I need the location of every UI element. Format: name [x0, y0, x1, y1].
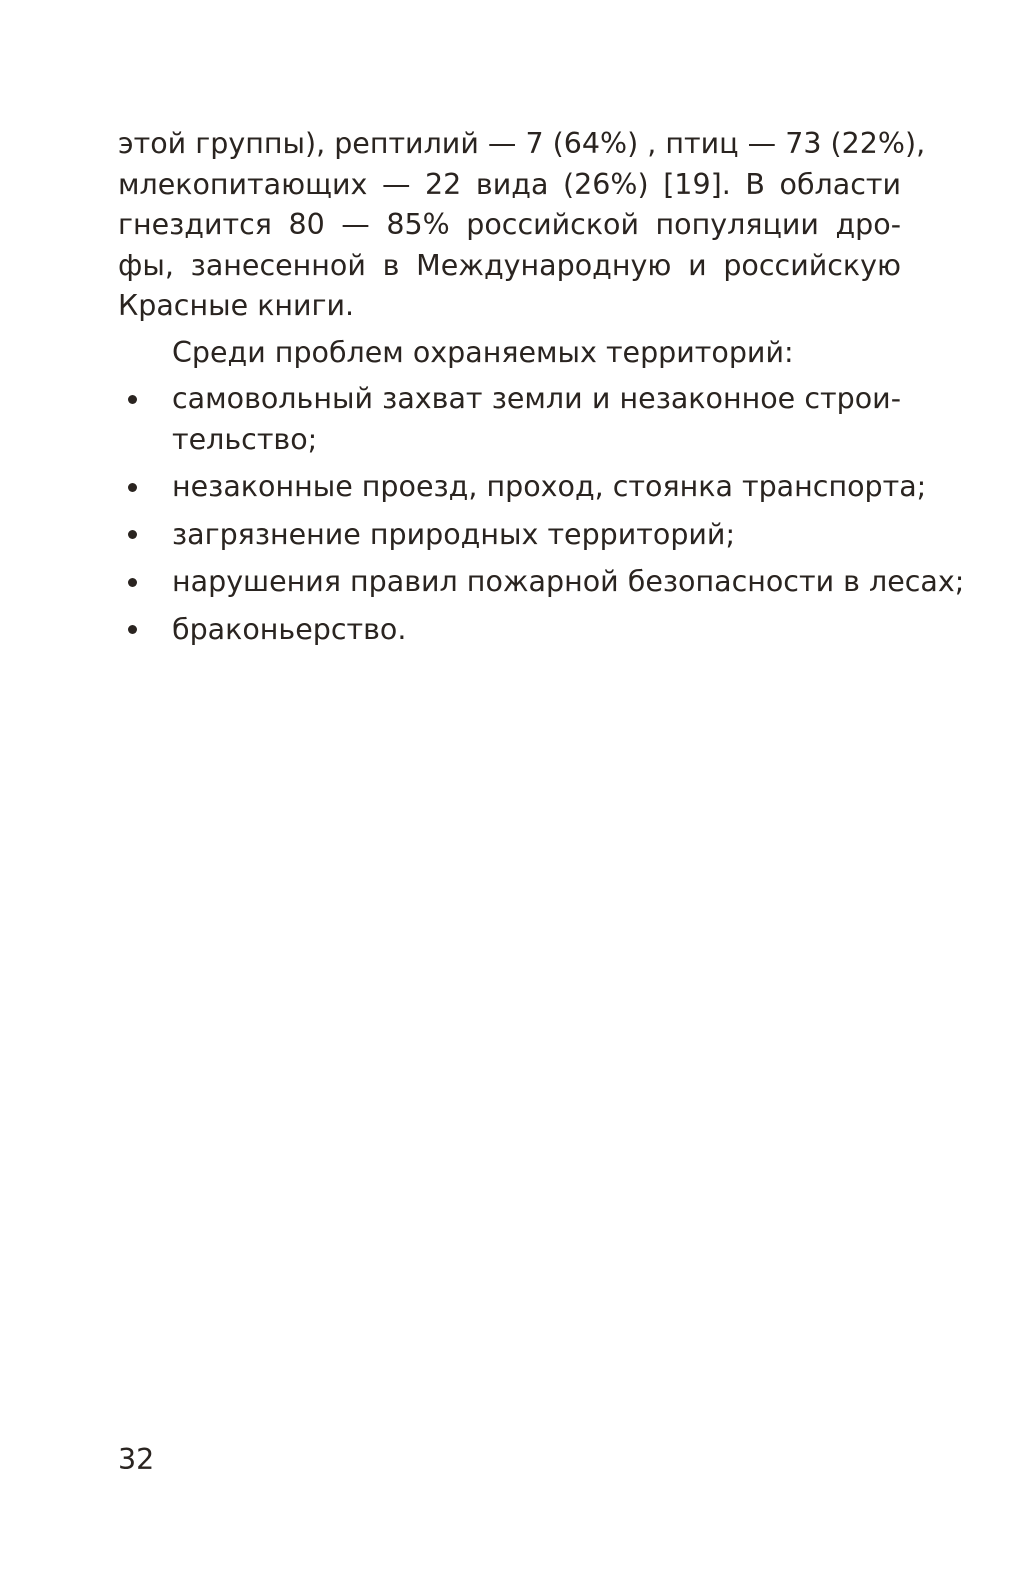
list-item	[118, 379, 901, 460]
list-item-line: загрязнение природных территорий;	[172, 517, 736, 551]
paragraph-line: млекопитающих — 22 вида (26%) [19]. В области	[118, 167, 901, 201]
bullet-icon	[128, 610, 148, 651]
paragraph-line: этой группы), рептилий — 7 (64%) , птиц — 73 (22%),	[118, 127, 926, 160]
list-item	[118, 515, 901, 556]
page-number: 32	[118, 1443, 155, 1476]
list-intro: Среди проблем охраняемых территорий:	[172, 335, 794, 369]
problems-list	[118, 379, 965, 650]
list-item-line: нарушения правил пожарной безопасности в лесах;	[172, 565, 965, 598]
bullet-icon	[128, 562, 148, 603]
bullet-icon	[128, 467, 148, 508]
paragraph-line: гнездится 80 — 85% российской популяции дро-	[118, 208, 901, 241]
list-item	[118, 562, 965, 603]
bullet-icon	[128, 379, 148, 420]
bullet-icon	[128, 515, 148, 556]
list-item-line: незаконные проезд, проход, стоянка транспорта;	[172, 470, 927, 503]
list-item	[118, 610, 901, 651]
list-item-line: браконьерство.	[172, 612, 407, 646]
list-item-line: самовольный захват земли и незаконное строи-	[172, 382, 901, 415]
paragraph	[118, 124, 926, 327]
paragraph-line: фы, занесенной в Международную и российскую	[118, 248, 901, 282]
paragraph-line: Красные книги.	[118, 289, 355, 322]
list-item-line: тельство;	[172, 422, 318, 456]
list-item	[118, 467, 927, 508]
page-body	[118, 124, 965, 657]
